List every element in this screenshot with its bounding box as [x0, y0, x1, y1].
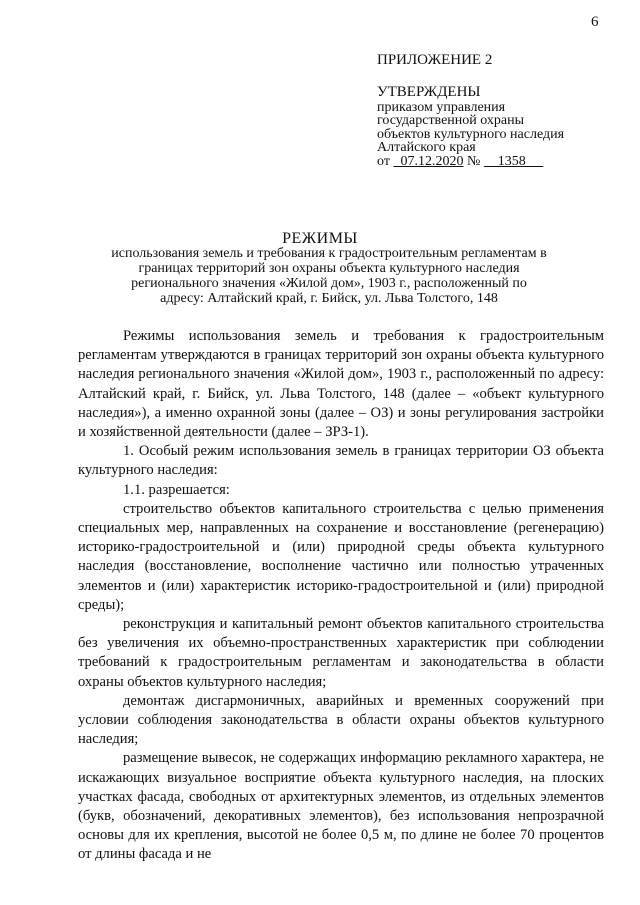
approval-line: Алтайского края — [377, 140, 476, 155]
approval-block — [377, 86, 564, 168]
order-number-label: № — [463, 153, 484, 169]
order-prefix: от — [377, 153, 394, 169]
paragraph: реконструкция и капитальный ремонт объектов капитального строительства без увеличения их объемно-пространственных характеристик при соблюдении требований к градостроительным регламентам и законодательства в области охраны объектов культурного наследия; — [78, 616, 604, 690]
order-number: 1358 — [483, 153, 544, 169]
document-title: РЕЖИМЫ — [282, 230, 358, 247]
approval-line: объектов культурного наследия — [377, 126, 565, 142]
paragraph: Режимы использования земель и требования к градостроительным регламентам утверждаются в границах территорий зон охраны объекта культурного наследия регионального значения «Жилой дом», 1903 г., расположенный по адресу: Алтайский край, г. Бийск, ул. Льва Толстого, 148 (далее – «объект культурного наследия»), а именно охранной зоны (далее – ОЗ) и зоны регулирования застройки и хозяйственной деятельности (далее – ЗРЗ-1). — [78, 328, 604, 441]
page-number: 6 — [591, 14, 599, 30]
document-subtitle: использования земель и требования к градостроительным регламентам в границах территорий зон охраны объекта культурного наследия регионального значения «Жилой дом», 1903 г., расположенный по адресу: Алтайский край, г. Бийск, ул. Льва Толстого, 148 — [111, 246, 547, 306]
paragraph: 1.1. разрешается: — [123, 481, 230, 498]
paragraph: 1. Особый режим использования земель в границах территории ОЗ объекта культурного наследия: — [78, 443, 604, 479]
approval-title: УТВЕРЖДЕНЫ — [377, 84, 481, 100]
document-body — [78, 327, 604, 865]
paragraph: размещение вывесок, не содержащих информацию рекламного характера, не искажающих визуальное восприятие объекта культурного наследия, на плоских участках фасада, свободных от архитектурных элементов, из отдельных элементов (букв, обозначений, декоративных элементов), без использования непрозрачной основы для их крепления, высотой не более 0,5 м, по длине не более 70 процентов от длины фасада и не — [78, 750, 604, 863]
order-date: 07.12.2020 — [393, 153, 464, 169]
paragraph: строительство объектов капитального строительства с целью применения специальных мер, направленных на сохранение и восстановление (регенерацию) историко-градостроительной и (или) природной среды объекта культурного наследия (восстановление, восполнение частично или полностью утраченных элементов и (или) характеристик историко-градостроительной и (или) природной среды); — [78, 500, 604, 613]
paragraph: демонтаж дисгармоничных, аварийных и временных сооружений при условии соблюдения законодательства в области охраны объектов культурного наследия; — [78, 692, 604, 748]
approval-line: государственной охраны — [377, 113, 525, 128]
order-line — [377, 155, 564, 169]
appendix-title: ПРИЛОЖЕНИЕ 2 — [377, 52, 493, 68]
approval-line: приказом управления — [377, 99, 506, 115]
